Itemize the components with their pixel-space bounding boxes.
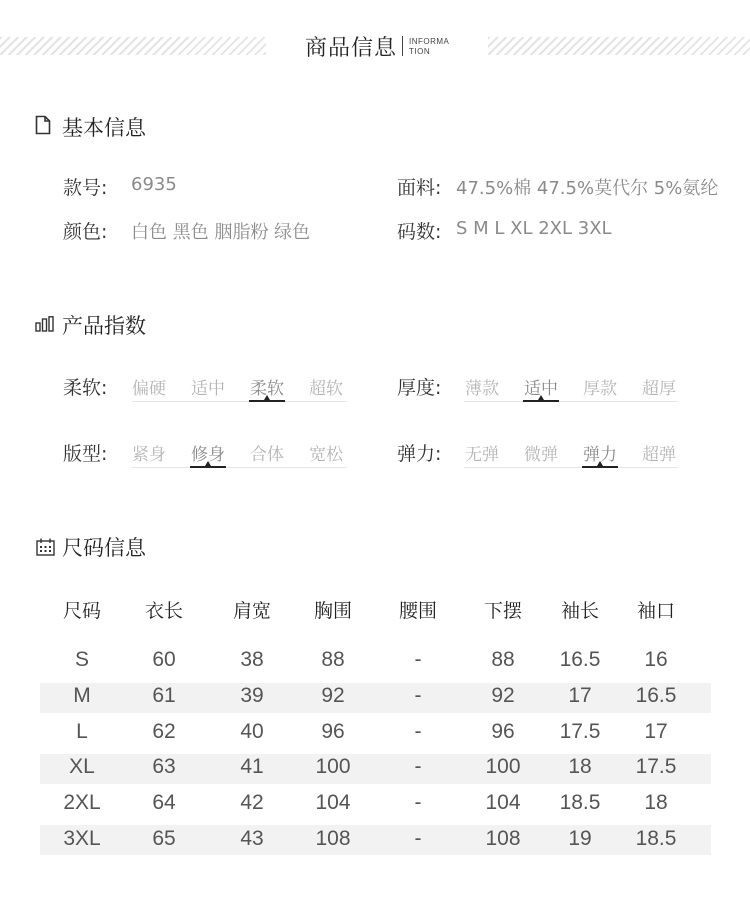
product-index-title: 产品指数: [62, 314, 146, 338]
fit-option: 宽松: [309, 445, 343, 465]
table-cell: 64: [152, 791, 176, 814]
elasticity-label: 弹力:: [397, 443, 442, 465]
table-cell: M: [73, 684, 91, 707]
table-cell: 18: [644, 791, 668, 814]
color-label: 颜色:: [63, 221, 108, 243]
table-cell: 96: [321, 720, 345, 743]
sizes-value: S M L XL 2XL 3XL: [456, 218, 612, 239]
table-cell: 17: [644, 720, 668, 743]
thickness-label: 厚度:: [397, 377, 442, 399]
elasticity-scale-line: [464, 467, 678, 468]
table-cell: 104: [485, 791, 521, 814]
table-cell: 16: [644, 648, 668, 671]
table-cell: -: [414, 648, 422, 671]
elasticity-indicator: [582, 466, 618, 468]
table-cell: 63: [152, 755, 176, 778]
table-cell: -: [414, 791, 422, 814]
title-divider: [402, 36, 403, 56]
table-cell: XL: [69, 755, 95, 778]
softness-option: 偏硬: [132, 379, 166, 399]
table-cell: 92: [321, 684, 345, 707]
basic-info-title: 基本信息: [62, 116, 146, 140]
table-cell: 100: [315, 755, 351, 778]
table-cell: 17: [568, 684, 592, 707]
thickness-option: 超厚: [642, 379, 676, 399]
column-header-cuff: 袖口: [636, 600, 675, 622]
column-header-shoulder: 肩宽: [232, 600, 271, 622]
table-cell: 43: [240, 827, 264, 850]
calendar-icon: [36, 538, 55, 556]
title-english-line1: INFORMA: [409, 37, 450, 46]
elasticity-option: 微弹: [524, 445, 558, 465]
table-cell: 3XL: [63, 827, 101, 850]
table-cell: 42: [240, 791, 264, 814]
table-cell: 61: [152, 684, 176, 707]
table-cell: 65: [152, 827, 176, 850]
table-cell: 108: [485, 827, 521, 850]
table-cell: 18.5: [635, 827, 677, 850]
table-cell: 16.5: [635, 684, 677, 707]
softness-indicator: [249, 400, 285, 402]
table-cell: -: [414, 684, 422, 707]
style-no-value: 6935: [131, 174, 177, 195]
table-cell: 16.5: [559, 648, 601, 671]
table-cell: 40: [240, 720, 264, 743]
color-value: 白色 黑色 胭脂粉 绿色: [131, 222, 311, 243]
thickness-option: 薄款: [465, 379, 499, 399]
column-header-sleeve-length: 袖长: [560, 600, 599, 622]
thickness-option: 厚款: [583, 379, 617, 399]
table-cell: 96: [491, 720, 515, 743]
elasticity-option: 超弹: [642, 445, 676, 465]
elasticity-option: 无弹: [465, 445, 499, 465]
thickness-scale-line: [464, 401, 678, 402]
table-cell: 18: [568, 755, 592, 778]
column-header-length: 衣长: [144, 600, 183, 622]
sizes-label: 码数:: [397, 221, 442, 243]
table-cell: 60: [152, 648, 176, 671]
table-cell: 2XL: [63, 791, 101, 814]
page-title: 商品信息: [305, 36, 398, 61]
style-no-label: 款号:: [63, 177, 108, 199]
table-cell: 104: [315, 791, 351, 814]
size-info-title: 尺码信息: [62, 536, 146, 560]
table-cell: -: [414, 755, 422, 778]
table-cell: 88: [321, 648, 345, 671]
table-cell: 41: [240, 755, 264, 778]
softness-option: 超软: [309, 379, 343, 399]
softness-option-selected: 柔软: [250, 379, 284, 399]
table-cell: 19: [568, 827, 592, 850]
fabric-label: 面料:: [397, 177, 442, 199]
table-cell: 38: [240, 648, 264, 671]
fit-option-selected: 修身: [191, 445, 225, 465]
elasticity-option-selected: 弹力: [583, 445, 617, 465]
softness-scale-line: [132, 401, 347, 402]
header-stripe-right: [488, 37, 750, 55]
title-english: [409, 37, 449, 57]
table-cell: 18.5: [559, 791, 601, 814]
table-cell: 88: [491, 648, 515, 671]
table-cell: 100: [485, 755, 521, 778]
table-cell: 17.5: [635, 755, 677, 778]
fit-scale-line: [132, 467, 347, 468]
fit-option: 紧身: [132, 445, 166, 465]
table-cell: 62: [152, 720, 176, 743]
table-cell: S: [74, 648, 89, 671]
table-cell: L: [76, 720, 88, 743]
table-cell: 92: [491, 684, 515, 707]
thickness-option-selected: 适中: [524, 379, 558, 399]
column-header-size: 尺码: [62, 600, 101, 622]
softness-option: 适中: [191, 379, 225, 399]
table-cell: -: [414, 827, 422, 850]
document-icon: [35, 115, 51, 135]
column-header-waist: 腰围: [398, 600, 437, 622]
fit-label: 版型:: [63, 443, 108, 465]
fit-indicator: [190, 466, 226, 468]
column-header-hem: 下摆: [483, 600, 522, 622]
header-stripe-left: [0, 37, 266, 55]
column-header-chest: 胸围: [313, 600, 352, 622]
table-cell: 39: [240, 684, 264, 707]
fabric-value: 47.5%棉 47.5%莫代尔 5%氨纶: [456, 178, 719, 199]
table-cell: 17.5: [559, 720, 601, 743]
table-cell: -: [414, 720, 422, 743]
table-cell: 108: [315, 827, 351, 850]
bar-chart-icon: [35, 316, 57, 332]
softness-label: 柔软:: [63, 377, 108, 399]
title-english-line2: TION: [409, 47, 431, 56]
fit-option: 合体: [250, 445, 284, 465]
thickness-indicator: [523, 400, 559, 402]
